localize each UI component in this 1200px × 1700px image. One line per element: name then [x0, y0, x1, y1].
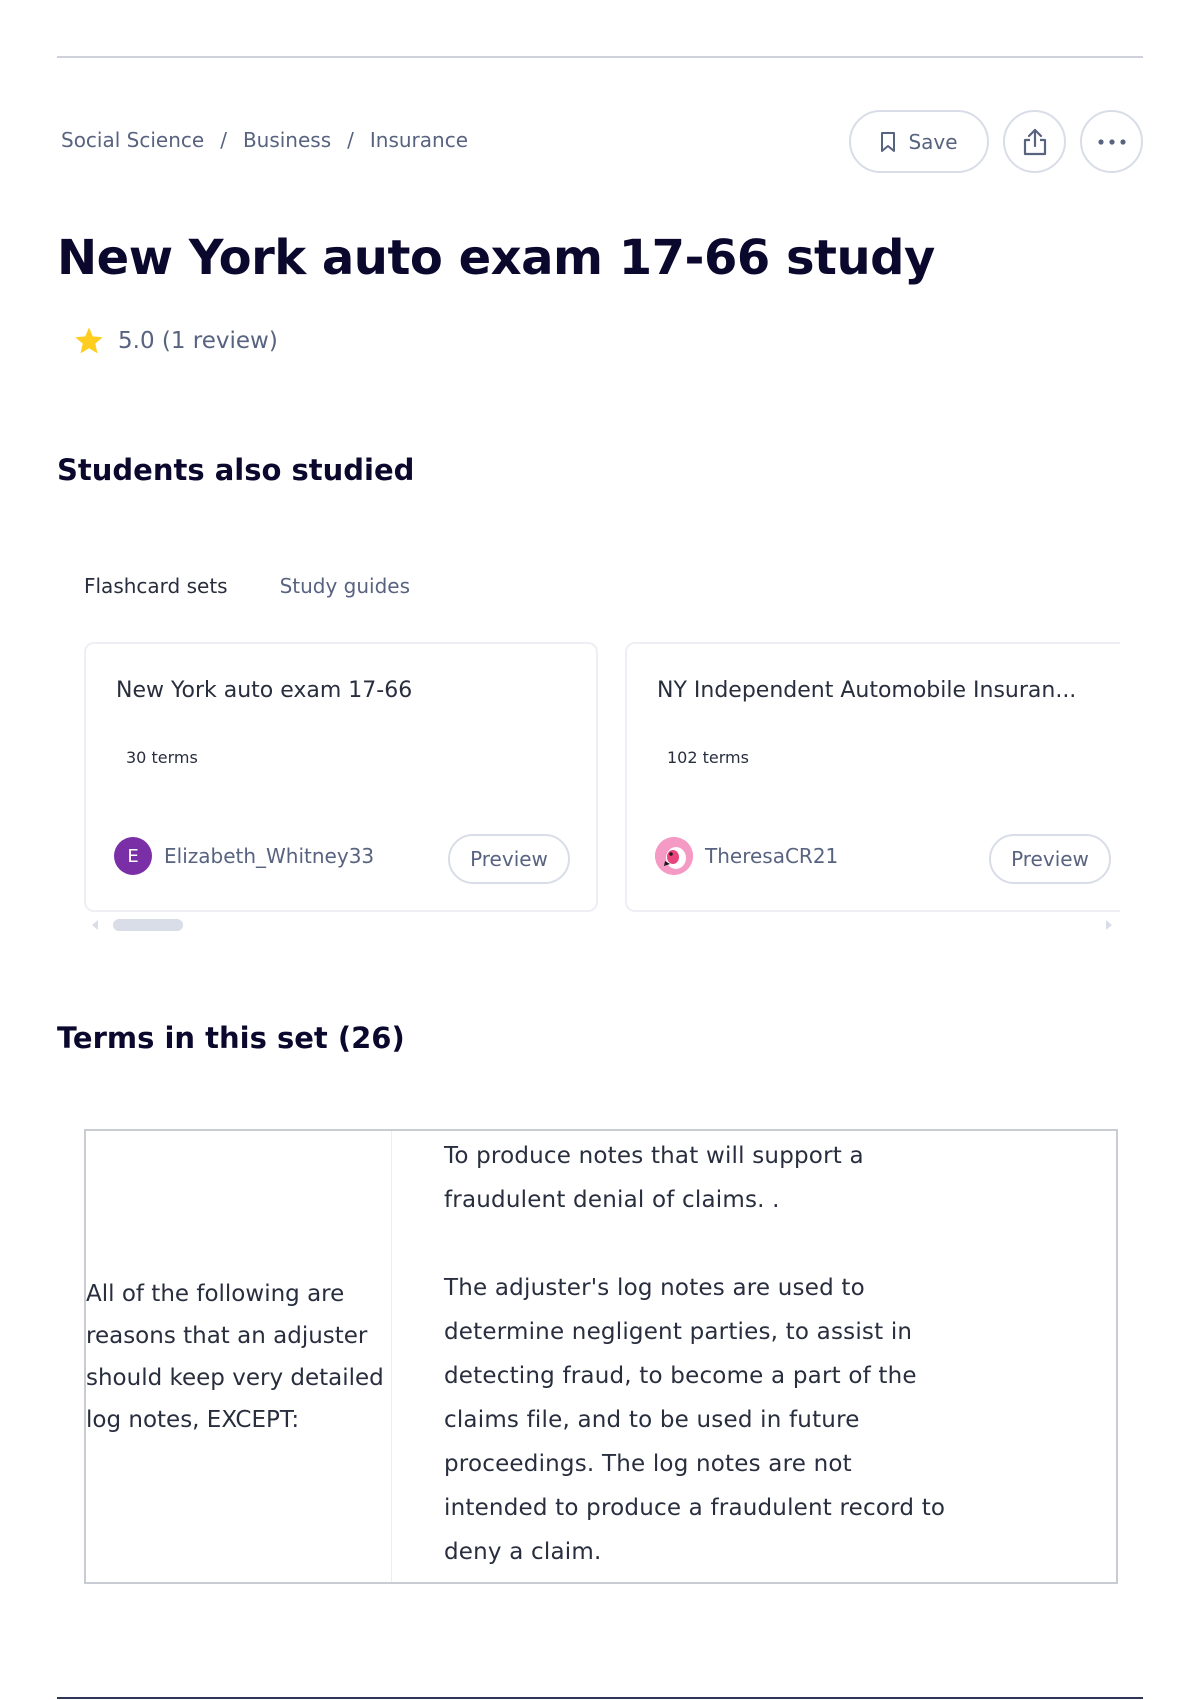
term-divider: [391, 1131, 392, 1582]
card-title[interactable]: New York auto exam 17-66: [116, 678, 413, 703]
scroll-left-arrow-icon[interactable]: [92, 920, 98, 930]
bottom-divider: [57, 1697, 1143, 1699]
study-set-card[interactable]: [625, 642, 1120, 912]
carousel-scrollbar[interactable]: [84, 917, 1120, 933]
author-name: TheresaCR21: [705, 844, 839, 868]
tab-study-guides[interactable]: Study guides: [279, 574, 411, 598]
breadcrumb-separator: /: [220, 128, 227, 152]
term-question: [86, 1131, 386, 1582]
preview-button[interactable]: Preview: [989, 834, 1111, 884]
study-set-card[interactable]: [84, 642, 598, 912]
also-studied-tabs: [84, 574, 410, 598]
avatar-letter: E: [127, 845, 139, 867]
card-title[interactable]: NY Independent Automobile Insuran...: [657, 678, 1077, 703]
star-icon: [74, 326, 104, 355]
share-icon: [1022, 127, 1048, 157]
tab-flashcard-sets[interactable]: Flashcard sets: [84, 574, 228, 598]
save-button-label: Save: [908, 129, 958, 154]
bookmark-icon: [880, 131, 896, 153]
breadcrumb-separator: /: [347, 128, 354, 152]
terms-heading: Terms in this set (26): [57, 1021, 405, 1055]
breadcrumb-social-science[interactable]: Social Science: [61, 128, 205, 152]
study-set-carousel: [84, 642, 1120, 914]
breadcrumb-business[interactable]: Business: [242, 128, 332, 152]
breadcrumb: [61, 128, 468, 152]
avatar: [114, 837, 152, 875]
preview-button[interactable]: Preview: [448, 834, 570, 884]
scroll-right-arrow-icon[interactable]: [1106, 920, 1112, 930]
flamingo-avatar-icon: [655, 837, 693, 875]
set-actions: [849, 110, 1143, 173]
save-button[interactable]: [849, 110, 989, 173]
card-author[interactable]: [114, 837, 374, 875]
more-horizontal-icon: [1097, 138, 1127, 146]
card-term-count: 30 terms: [126, 748, 198, 767]
share-button[interactable]: [1003, 110, 1066, 173]
students-also-studied-heading: Students also studied: [57, 453, 415, 487]
more-options-button[interactable]: [1080, 110, 1143, 173]
scroll-thumb[interactable]: [113, 919, 183, 931]
card-author[interactable]: [655, 837, 838, 875]
card-term-count: 102 terms: [667, 748, 749, 767]
author-name: Elizabeth_Whitney33: [164, 844, 375, 868]
top-divider: [57, 56, 1143, 58]
page-title: New York auto exam 17-66 study: [57, 230, 935, 286]
avatar: [655, 837, 693, 875]
term-card: [84, 1129, 1118, 1584]
set-rating[interactable]: [74, 326, 278, 355]
breadcrumb-insurance[interactable]: Insurance: [369, 128, 469, 152]
rating-text: 5.0 (1 review): [118, 327, 278, 354]
term-question-text: All of the following are reasons that an adjuster should keep very detailed log notes, EXCEPT:: [86, 1280, 384, 1433]
term-answer: To produce notes that will support a fraudulent denial of claims. . The adjuster's log notes are used to determine negligent parties, to assist in detecting fraud, to become a part of the claims file, and to be used in future proceedings. The log notes are not intended to produce a fraudulent record to deny a claim.: [444, 1143, 946, 1565]
